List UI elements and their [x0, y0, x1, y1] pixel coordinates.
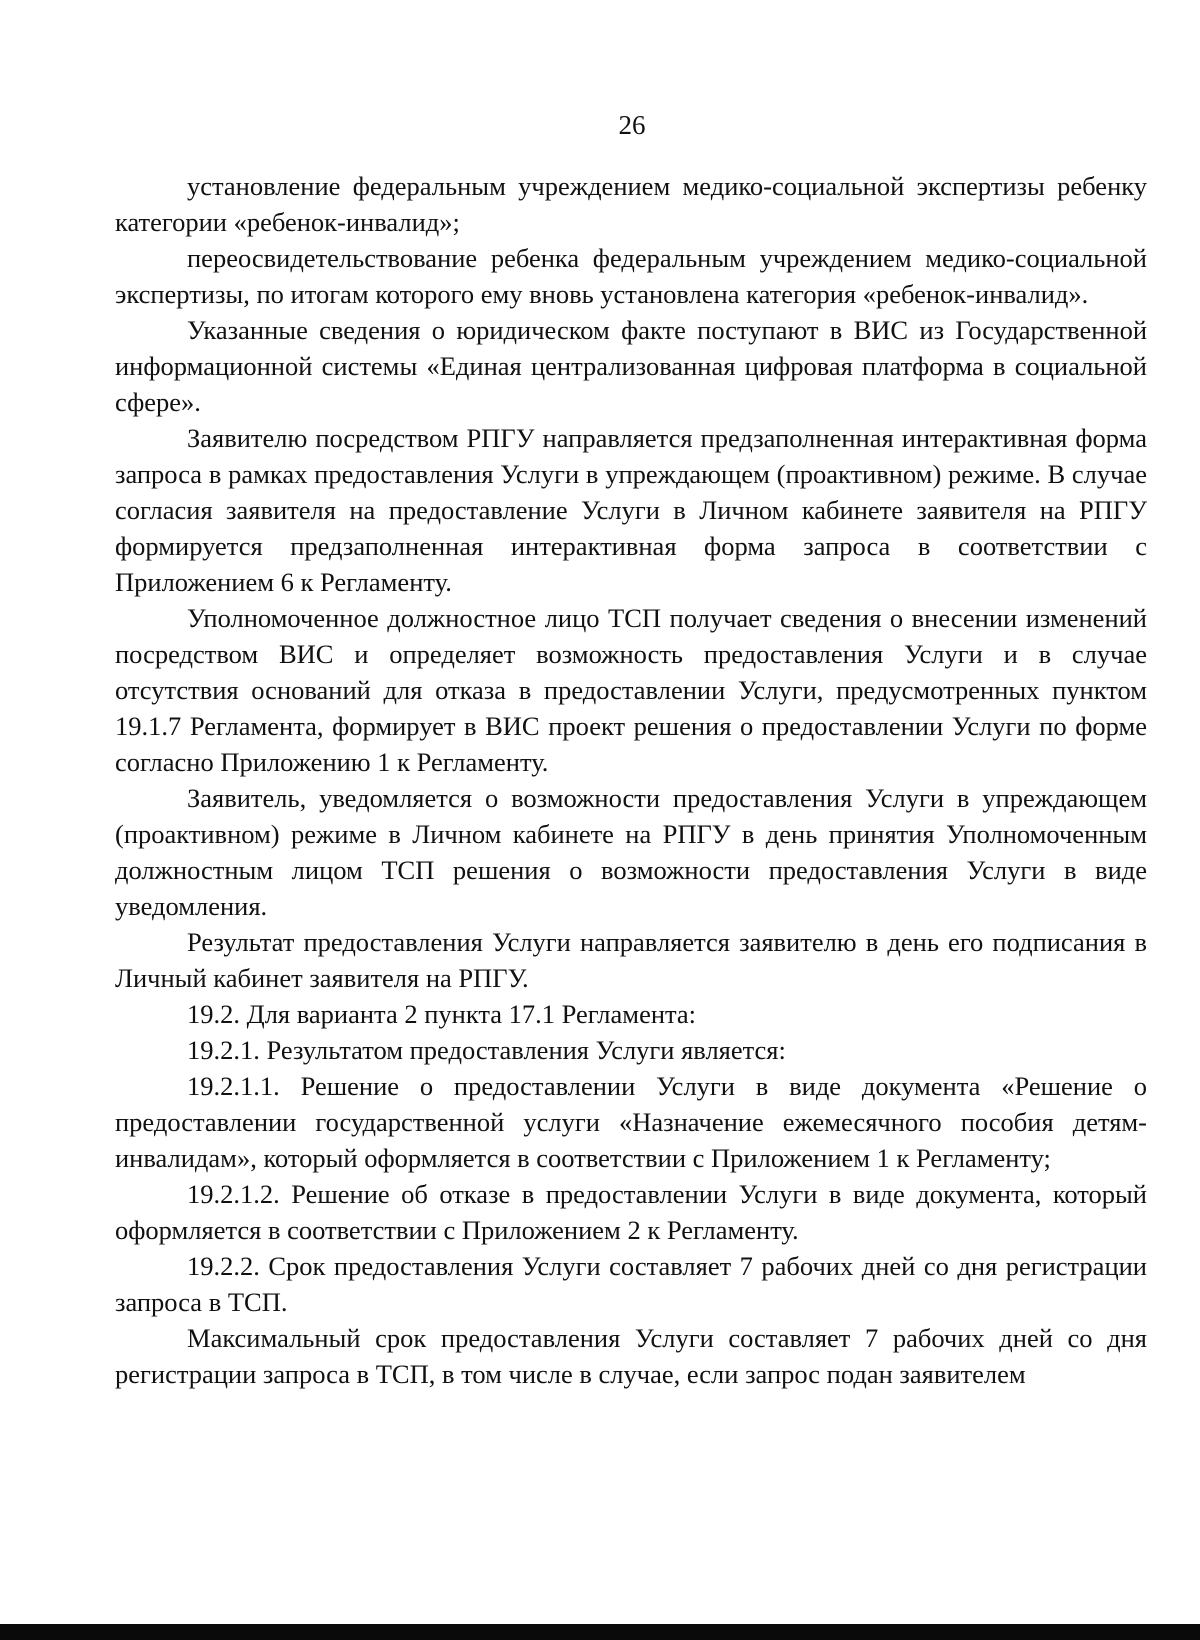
page-number: 26: [618, 110, 646, 140]
paragraph-2: переосвидетельствование ребенка федеральным учреждением медико-социальной экспертизы, по итогам которого ему вновь установлена категория «ребенок-инвалид».: [115, 243, 1147, 309]
document-body: [115, 168, 1147, 1392]
paragraph-8: 19.2. Для варианта 2 пункта 17.1 Регламента:: [187, 999, 697, 1029]
paragraph-7: Результат предоставления Услуги направляется заявителю в день его подписания в Личный кабинет заявителя на РПГУ.: [115, 927, 1147, 993]
paragraph-11: 19.2.1.2. Решение об отказе в предоставлении Услуги в виде документа, который оформляется в соответствии с Приложением 2 к Регламенту.: [115, 1179, 1147, 1245]
paragraph-5: Уполномоченное должностное лицо ТСП получает сведения о внесении изменений посредством ВИС и определяет возможность предоставления Услуги и в случае отсутствия оснований для отказа в предоставлении Услуги, предусмотренных пунктом 19.1.7 Регламента, формирует в ВИС проект решения о предоставлении Услуги по форме согласно Приложению 1 к Регламенту.: [115, 603, 1147, 777]
paragraph-10: 19.2.1.1. Решение о предоставлении Услуги в виде документа «Решение о предоставлении государственной услуги «Назначение ежемесячного пособия детям-инвалидам», который оформляется в соответствии с Приложением 1 к Регламенту;: [115, 1071, 1147, 1173]
paragraph-6: Заявитель, уведомляется о возможности предоставления Услуги в упреждающем (проактивном) режиме в Личном кабинете на РПГУ в день принятия Уполномоченным должностным лицом ТСП решения о возможности предоставления Услуги в виде уведомления.: [115, 783, 1147, 921]
paragraph-13: Максимальный срок предоставления Услуги составляет 7 рабочих дней со дня регистрации запроса в ТСП, в том числе в случае, если запрос подан заявителем: [115, 1323, 1147, 1389]
paragraph-3: Указанные сведения о юридическом факте поступают в ВИС из Государственной информационной системы «Единая централизованная цифровая платформа в социальной сфере».: [115, 315, 1147, 417]
paragraph-4: Заявителю посредством РПГУ направляется предзаполненная интерактивная форма запроса в рамках предоставления Услуги в упреждающем (проактивном) режиме. В случае согласия заявителя на предоставление Услуги в Личном кабинете заявителя на РПГУ формируется предзаполненная интерактивная форма запроса в соответствии с Приложением 6 к Регламенту.: [115, 423, 1147, 597]
paragraph-9: 19.2.1. Результатом предоставления Услуги является:: [187, 1035, 786, 1065]
paragraph-12: 19.2.2. Срок предоставления Услуги составляет 7 рабочих дней со дня регистрации запроса в ТСП.: [115, 1251, 1147, 1317]
scan-bottom-edge: [0, 1624, 1200, 1640]
paragraph-1: установление федеральным учреждением медико-социальной экспертизы ребенку категории «ребенок-инвалид»;: [115, 171, 1147, 237]
